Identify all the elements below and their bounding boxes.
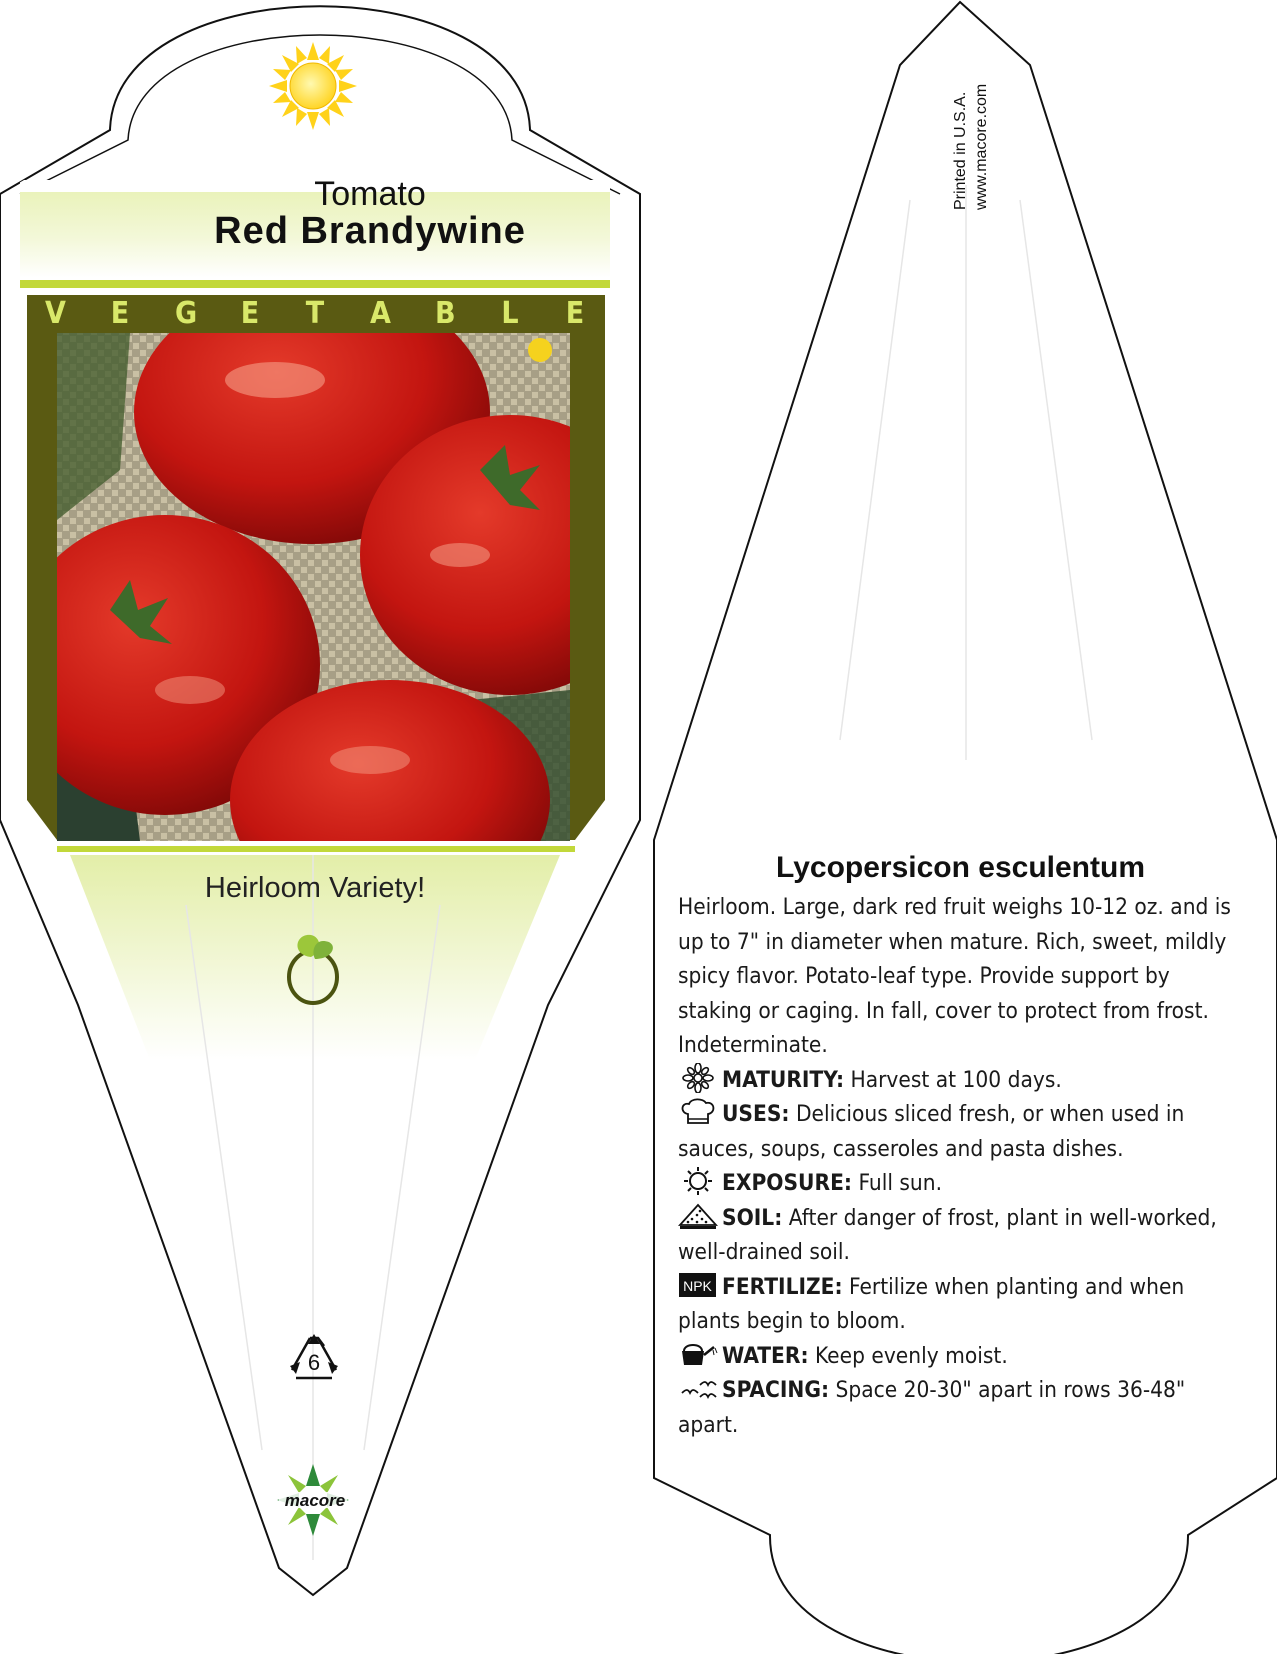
tomato-photo xyxy=(10,280,660,920)
category-letter: G xyxy=(175,296,198,331)
recycle-number: 6 xyxy=(307,1350,321,1375)
botanical-name: Lycopersicon esculentum xyxy=(776,851,1145,884)
attribute-fertilize xyxy=(678,1270,1243,1339)
description: Heirloom. Large, dark red fruit weighs 10-12 oz. and is up to 7" in diameter when mature. Rich, sweet, mildly spicy flavor. Potato-leaf type. Provide support by staking or caging. In fall, cover to protect from frost. Indeterminate. xyxy=(678,894,1231,1058)
attribute-text: Delicious sliced fresh, or when used in sauces, soups, casseroles and pasta dishes. xyxy=(678,1101,1185,1162)
watering-can-icon xyxy=(678,1339,718,1369)
spacing-icon xyxy=(678,1373,718,1403)
flower-icon xyxy=(678,1063,718,1093)
category-letter: A xyxy=(370,296,391,331)
attribute-text: After danger of frost, plant in well-worked, well-drained soil. xyxy=(678,1204,1217,1265)
attribute-label: WATER: xyxy=(722,1342,809,1369)
attribute-label: EXPOSURE: xyxy=(722,1170,853,1196)
soil-icon xyxy=(678,1201,718,1231)
category-letter: L xyxy=(501,296,519,331)
category-letter: B xyxy=(435,296,456,331)
attribute-label: SOIL: xyxy=(722,1204,783,1231)
category-letter: T xyxy=(305,296,325,331)
attribute-maturity xyxy=(678,1063,1243,1098)
attribute-spacing xyxy=(678,1373,1243,1442)
attribute-water xyxy=(678,1339,1243,1374)
sun-icon xyxy=(269,42,357,130)
care-instructions xyxy=(678,846,1243,1442)
category-banner xyxy=(45,296,585,331)
category-letter: E xyxy=(110,296,130,331)
print-line-country: Printed in U.S.A. xyxy=(952,91,969,210)
attribute-text: Full sun. xyxy=(858,1170,943,1196)
print-line-website: www.macore.com xyxy=(973,83,990,210)
variety-name: Red Brandywine xyxy=(214,210,526,252)
attribute-text: Space 20-30" apart in rows 36-48" apart. xyxy=(678,1377,1186,1438)
npk-icon-text: NPK xyxy=(683,1277,712,1294)
attribute-uses xyxy=(678,1097,1243,1166)
category-letter: V xyxy=(45,296,66,331)
attribute-soil xyxy=(678,1201,1243,1270)
category-letter: E xyxy=(565,296,585,331)
attribute-exposure xyxy=(678,1166,1243,1201)
attribute-label: USES: xyxy=(722,1101,790,1127)
attribute-label: SPACING: xyxy=(722,1377,830,1403)
print-info xyxy=(950,84,992,210)
attribute-label: FERTILIZE: xyxy=(722,1273,843,1300)
attribute-text: Keep evenly moist. xyxy=(815,1342,1008,1369)
attribute-text: Harvest at 100 days. xyxy=(850,1066,1062,1093)
chef-hat-icon xyxy=(678,1097,718,1127)
attribute-label: MATURITY: xyxy=(722,1066,845,1093)
tagline: Heirloom Variety! xyxy=(204,872,426,904)
species-name: Tomato xyxy=(314,175,426,213)
category-letter: E xyxy=(240,296,260,331)
sun-icon xyxy=(678,1166,718,1196)
npk-icon xyxy=(678,1270,718,1300)
attribute-text: Fertilize when planting and when plants begin to bloom. xyxy=(678,1273,1185,1334)
brand-name: macore xyxy=(284,1491,346,1510)
title-rule xyxy=(20,280,610,288)
